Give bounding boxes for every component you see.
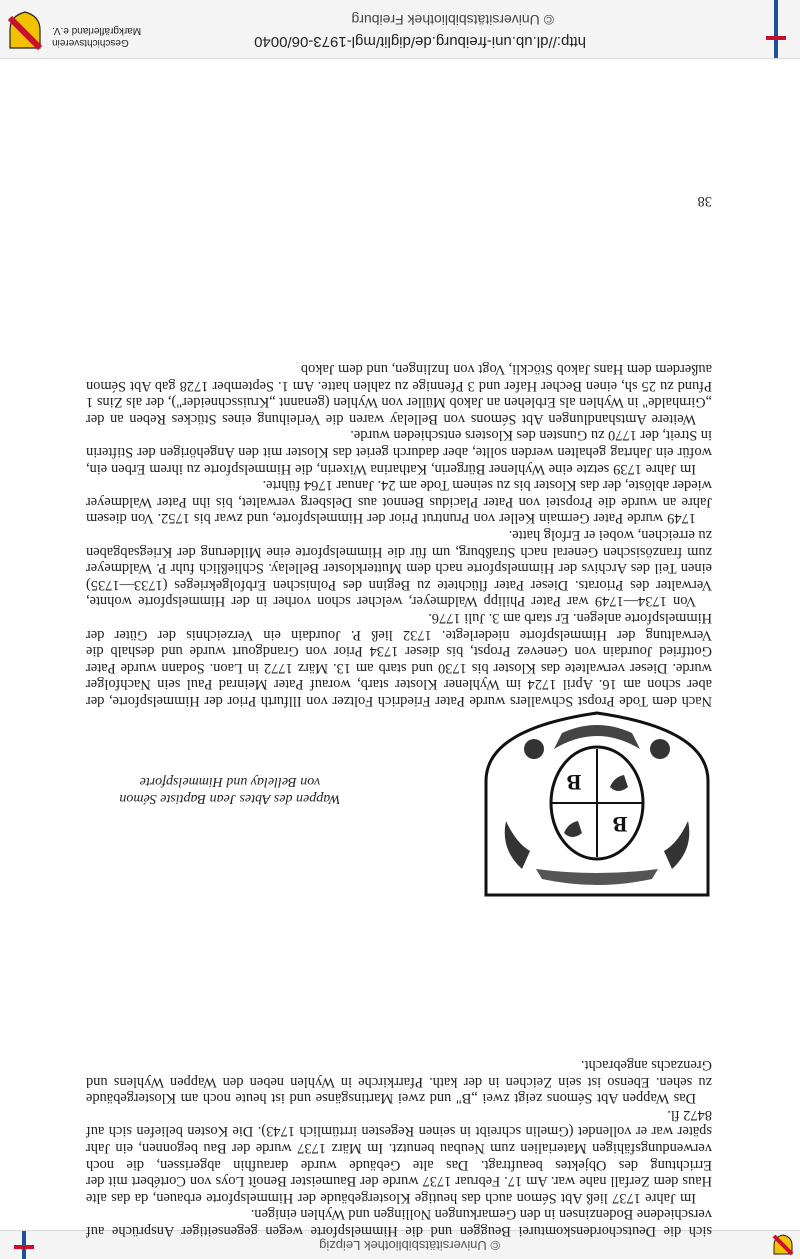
page-number: 38 — [697, 193, 712, 209]
svg-text:B: B — [612, 812, 628, 837]
caption-line: von Bellelay und Himmelspforte — [139, 774, 321, 789]
paragraph: Im Jahre 1739 setzte eine Wyhlener Bürgerin, Katharina Wixerin, die Himmelspforte zu ihrem Erben ein, wofür ein Jahrtag gehalten werden sollte, aber dadurch geriet das Kloster mit den Angehörigen der Stifterin in Streit, der 1770 zu Gunsten des Klosters entschieden wurde. — [86, 427, 712, 477]
caption-line: Wappen des Abtes Jean Baptiste Sémon — [119, 791, 341, 806]
text-block-top — [86, 1056, 712, 1239]
bottom-bar — [0, 0, 800, 59]
paragraph: Das Wappen Abt Sémons zeigt zwei „B" und zwei Martinsgänse und ist heute noch am Klostergebäude zu sehen. Ebenso ist sein Zeichen in der kath. Pfarrkirche in Wyhlen neben den Wappen Wyhlens und Grenzachs angebracht. — [86, 1057, 712, 1107]
association-logo-icon — [8, 10, 42, 50]
copyright-text: © Universitätsbibliothek Freiburg — [351, 12, 554, 28]
paragraph: sich die Deutschordenskomturei Beuggen und die Himmelspforte wegen gegenseitiger Ansprüche auf verschiedene Bodenzinsen in den Gemarkungen Nollingen und Wyhlen einigen. — [86, 1206, 712, 1239]
paragraph: Nach dem Tode Propst Schwallers wurde Pater Friedrich Foltzer von Illfurth Prior der Himmelspforte, der aber schon am 16. April 1724 im Wyhlener Kloster starb, worauf Pater Meinrad Paul sein Nachfolger wurde. Dieser verwaltete das Kloster bis 1730 und starb am 13. März 1772 in Laon. Sodann wurde Pater Gottfried Jourdain von Genevez Propst, bis dieser 1734 Prior von Grandgourt wurde und deshalb die Verwaltung der Himmelspforte niederlegte. 1732 ließ P. Jourdain ein Verzeichnis der Güter der Himmelspforte anlegen. Er starb am 3. Juli 1776. — [86, 610, 712, 709]
paragraph: 1749 wurde Pater Germain Keller von Pruntrut Prior der Himmelspforte, und zwar bis 1752. Von diesem Jahre an wurde die Propstei von Pater Placidus Bennot aus Delsberg verwaltet, bis ihn Pater Waldmeyer wieder ablöste, der das Kloster bis zu seinem Tode am 24. Januar 1764 führte. — [86, 477, 712, 527]
paragraph: Weitere Amtshandlungen Abt Sémons von Bellelay waren die Verleihung eines Stückes Reben an der „Girnhalde" in Wyhlen als Erblehen an Jakob Müller von Wyhlen (genannt „Kruisschneider"), der als Zins 1 Pfund zu 25 sh, einen Becher Hafer und 3 Pfennige zu zahlen hatte. Am 1. September 1728 gab Abt Sémon außerdem dem Hans Jakob Stöckli, Vogt von Inzlingen, und dem Jakob — [86, 361, 712, 427]
source-url-link[interactable]: http://dl.ub.uni-freiburg.de/diglit/mgl-1973-06/0040 — [254, 33, 586, 50]
corner-mark-icon — [766, 0, 786, 58]
paragraph: Von 1734—1749 war Pater Philipp Waldmeyer, welcher schon vorher in der Himmelspforte wohnte, Verwalter des Priorats. Dieser Pater flüchtete zu Beginn des Polnischen Erbfolgekrieges (1733—1735) einen Teil des Archivs der Himmelspforte nach dem Mutterkloster Bellelay. Schließlich fuhr P. Waldmeyer zum französischen General nach Straßburg, um für die Himmelspforte eine Milderung der Kriegsabgaben zu erreichen, wobei er Erfolg hatte. — [86, 527, 712, 610]
paragraph: Im Jahre 1737 ließ Abt Sémon auch das heutige Klostergebäude der Himmelspforte erbauen, da das alte Haus dem Zerfall nahe war. Am 17. Februar 1737 wurde der Baumeister Benoît Loys von Cortébert mit der Errichtung des Objektes beauftragt. Das alte Gebäude wurde daraufhin abgerissen, die noch verwendungsfähigen Materialien zum Neubau benutzt. Im März 1737 wurde der Bau begonnen, ein Jahr später war er vollendet (Gmelin schreibt in seinen Regesten irrtümlich 1743). Die Kosten beliefen sich auf 8472 fl. — [86, 1106, 712, 1206]
association-logo-icon — [772, 1234, 794, 1256]
top-bar-text: © Universitätsbibliothek Leipzig — [319, 1238, 500, 1253]
association-line: Markgräflerland e.V. — [52, 25, 142, 36]
coat-of-arms-image — [482, 709, 712, 899]
association-line: Geschichtsverein — [52, 37, 129, 48]
svg-text:B: B — [566, 770, 582, 795]
corner-mark-icon — [14, 1231, 34, 1259]
text-block-main — [86, 361, 712, 709]
association-name — [52, 24, 162, 48]
figure-caption — [100, 773, 360, 807]
